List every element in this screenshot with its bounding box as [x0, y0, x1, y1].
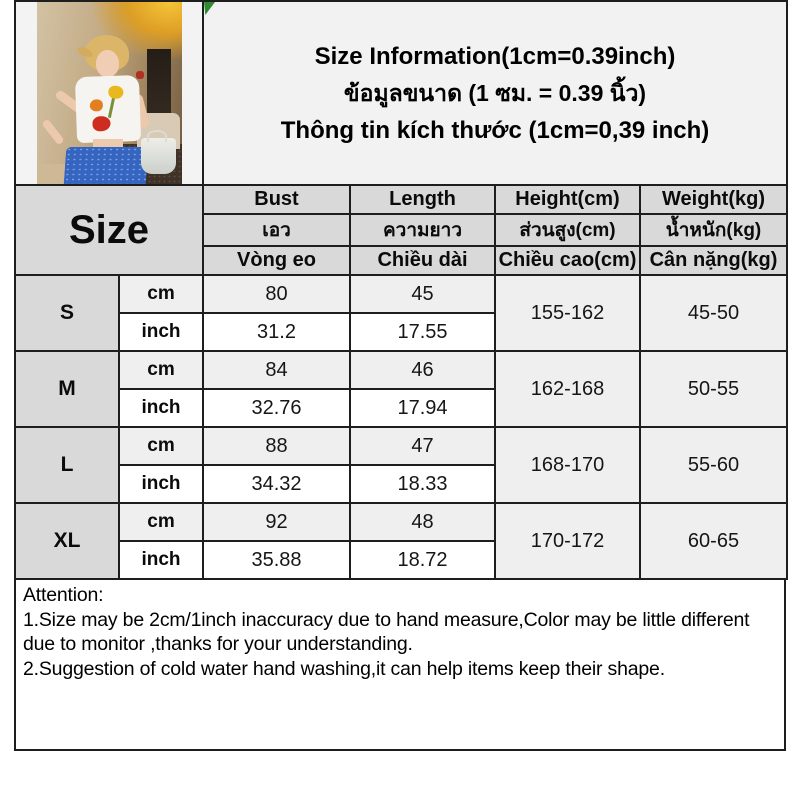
title-vietnamese: Thông tin kích thước (1cm=0,39 inch) — [280, 116, 710, 144]
attention-note-1: 1.Size may be 2cm/1inch inaccuracy due to hand measure,Color may be little different due to monitor ,thanks for your understanding. — [23, 608, 750, 655]
header-length-vi: Chiều dài — [350, 246, 495, 275]
cell-l-height: 168-170 — [495, 427, 640, 503]
cell-s-length-cm: 45 — [350, 275, 495, 313]
title-thai: ข้อมูลขนาด (1 ซม. = 0.39 นิ้ว) — [343, 79, 647, 106]
cell-m-length-inch: 17.94 — [350, 389, 495, 427]
size-label-s: S — [15, 275, 119, 351]
cell-xl-bust-inch: 35.88 — [203, 541, 350, 579]
size-label-m: M — [15, 351, 119, 427]
model-tshirt — [74, 75, 140, 143]
cell-xl-length-inch: 18.72 — [350, 541, 495, 579]
unit-label-cm: cm — [119, 427, 203, 465]
cell-flag-icon — [204, 2, 215, 15]
cell-xl-height: 170-172 — [495, 503, 640, 579]
header-length-th: ความยาว — [350, 214, 495, 246]
header-bust-en: Bust — [203, 185, 350, 214]
header-height-en: Height(cm) — [495, 185, 640, 214]
model-face — [96, 50, 119, 77]
handbag-handle — [147, 130, 167, 142]
unit-label-cm: cm — [119, 351, 203, 389]
header-weight-vi: Cân nặng(kg) — [640, 246, 787, 275]
cell-s-height: 155-162 — [495, 275, 640, 351]
cell-s-length-inch: 17.55 — [350, 313, 495, 351]
unit-label-cm: cm — [119, 503, 203, 541]
header-weight-en: Weight(kg) — [640, 185, 787, 214]
header-weight-th: น้ำหนัก(kg) — [640, 214, 787, 246]
size-label-xl: XL — [15, 503, 119, 579]
header-length-en: Length — [350, 185, 495, 214]
title-english: Size Information(1cm=0.39inch) — [314, 42, 676, 70]
flower-stem — [107, 98, 114, 118]
cell-m-bust-cm: 84 — [203, 351, 350, 389]
cell-m-height: 162-168 — [495, 351, 640, 427]
model-photo — [37, 2, 182, 184]
cell-l-bust-cm: 88 — [203, 427, 350, 465]
unit-label-inch: inch — [119, 389, 203, 427]
attention-box — [14, 578, 786, 751]
cell-s-bust-cm: 80 — [203, 275, 350, 313]
model-handbag — [141, 138, 176, 174]
cell-s-bust-inch: 31.2 — [203, 313, 350, 351]
model-photo-cell — [15, 1, 203, 185]
cell-l-bust-inch: 34.32 — [203, 465, 350, 503]
cell-xl-weight: 60-65 — [640, 503, 787, 579]
title-cell — [203, 1, 787, 185]
size-table — [14, 0, 788, 580]
header-bust-th: เอว — [203, 214, 350, 246]
header-height-th: ส่วนสูง(cm) — [495, 214, 640, 246]
red-flower — [92, 116, 111, 132]
size-corner-label: Size — [15, 185, 203, 275]
cell-l-length-inch: 18.33 — [350, 465, 495, 503]
cell-m-length-cm: 46 — [350, 351, 495, 389]
size-chart-sheet — [14, 0, 786, 751]
cell-l-weight: 55-60 — [640, 427, 787, 503]
unit-label-inch: inch — [119, 541, 203, 579]
cell-s-weight: 45-50 — [640, 275, 787, 351]
cell-l-length-cm: 47 — [350, 427, 495, 465]
cell-xl-length-cm: 48 — [350, 503, 495, 541]
attention-heading: Attention: — [23, 584, 104, 606]
model-skirt — [63, 147, 148, 184]
header-height-vi: Chiều cao(cm) — [495, 246, 640, 275]
yellow-flower — [108, 85, 123, 99]
cell-m-bust-inch: 32.76 — [203, 389, 350, 427]
photo-red-wall-device — [136, 71, 144, 79]
cell-m-weight: 50-55 — [640, 351, 787, 427]
orange-flower — [89, 99, 102, 111]
unit-label-inch: inch — [119, 465, 203, 503]
unit-label-cm: cm — [119, 275, 203, 313]
header-bust-vi: Vòng eo — [203, 246, 350, 275]
cell-xl-bust-cm: 92 — [203, 503, 350, 541]
unit-label-inch: inch — [119, 313, 203, 351]
size-label-l: L — [15, 427, 119, 503]
attention-note-2: 2.Suggestion of cold water hand washing,it can help items keep their shape. — [23, 657, 665, 680]
